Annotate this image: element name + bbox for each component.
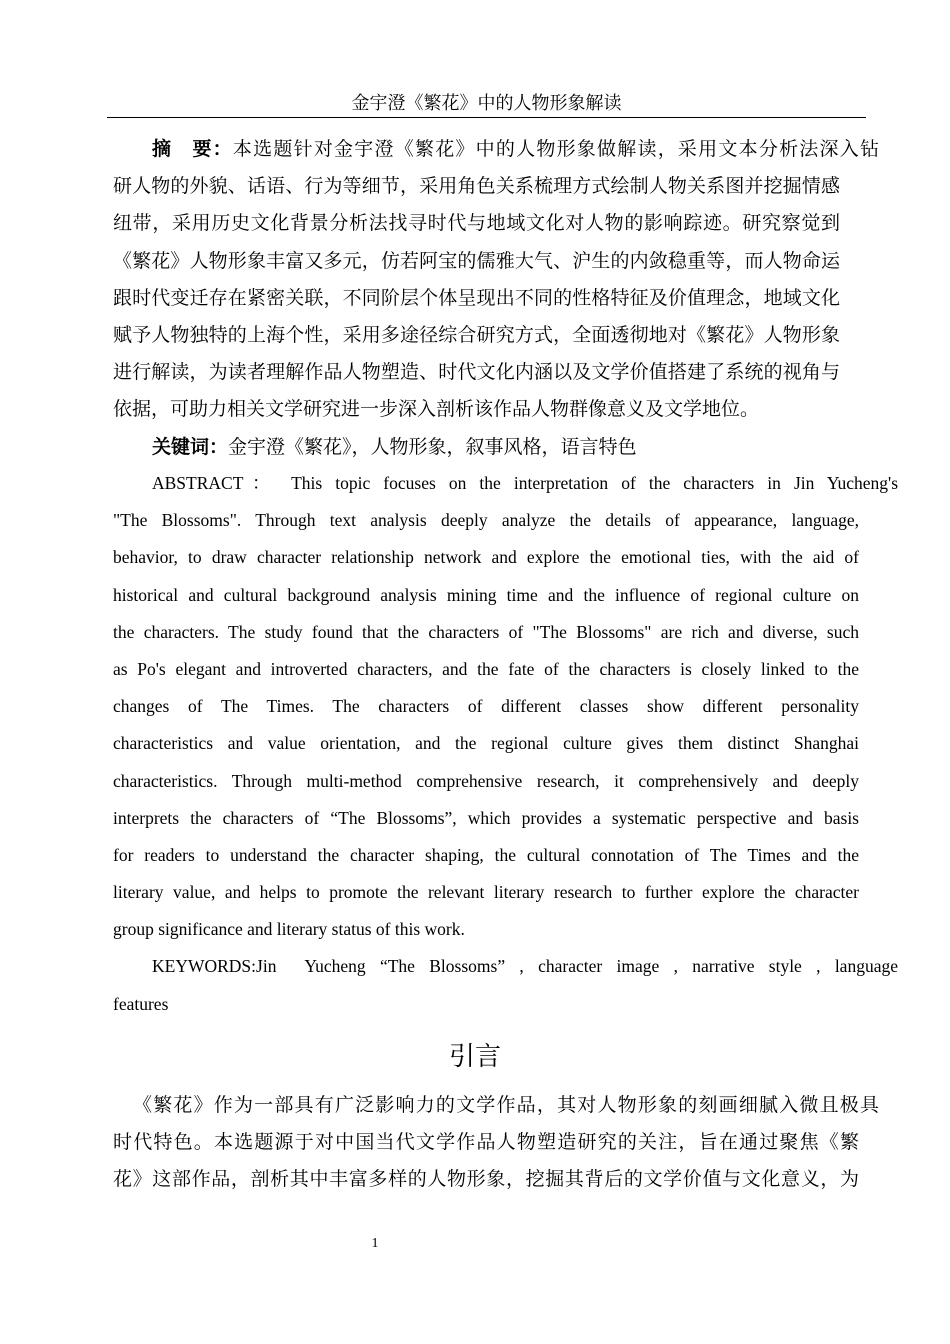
intro-line: 《繁花》作为一部具有广泛影响力的文学作品，其对人物形象的刻画细腻入微且极具 [133,1095,879,1116]
abstract-en-line: "The Blossoms". Through text analysis deeply analyze the details of appearance, language, [113,510,859,531]
abstract-en-line: the characters. The study found that the characters of "The Blossoms" are rich and diverse, such [113,621,859,642]
abstract-en-label: ABSTRACT： [152,473,279,493]
abstract-en-line: characteristics and value orientation, and the regional culture gives them distinct Shanghai [113,733,859,754]
intro-paragraph [113,1087,879,1199]
section-heading-intro: 引言 [448,1042,501,1072]
abstract-cn-line: 《繁花》人物形象丰富又多元，仿若阿宝的儒雅大气、沪生的内敛稳重等，而人物命运 [113,250,840,272]
abstract-en-line: for readers to understand the character shaping, the cultural connotation of The Times and the [113,844,859,865]
keywords-en: KEYWORDS:Jin Yucheng “The Blossoms” , character image , narrative style , language [152,956,898,977]
abstract-cn-label: 摘 要： [152,138,233,160]
abstract-en-line: interprets the characters of “The Blossoms”, which provides a systematic perspective and basis [113,807,859,828]
abstract-en-line: group significance and literary status of this work. [113,919,465,940]
abstract-en-line: historical and cultural background analysis mining time and the influence of regional culture on [113,584,859,605]
abstract-cn-line: 纽带，采用历史文化背景分析法找寻时代与地域文化对人物的影响踪迹。研究察觉到 [113,213,840,235]
abstract-cn-line: 跟时代变迁存在紧密关联，不同阶层个体呈现出不同的性格特征及价值理念，地域文化 [113,287,840,309]
abstract-en-line: changes of The Times. The characters of different classes show different personality [113,696,859,717]
abstract-en-line: as Po's elegant and introverted characters, and the fate of the characters is closely linked to the [113,658,859,679]
keywords-cn-label: 关键词： [152,435,229,458]
page-number: 1 [371,1236,379,1251]
abstract-en-line: characteristics. Through multi-method comprehensive research, it comprehensively and deeply [113,770,859,791]
abstract-en [113,465,898,1023]
abstract-cn-line: 摘 要：本选题针对金宇澄《繁花》中的人物形象做解读，采用文本分析法深入钻 [152,138,879,160]
intro-line: 时代特色。本选题源于对中国当代文学作品人物塑造研究的关注，旨在通过聚焦《繁 [113,1132,859,1154]
intro-line: 花》这部作品，剖析其中丰富多样的人物形象，挖掘其背后的文学价值与文化意义，为 [113,1169,859,1191]
abstract-en-line: literary value, and helps to promote the relevant literary research to further explore the character [113,882,859,903]
abstract-cn-line: 赋予人物独特的上海个性，采用多途径综合研究方式，全面透彻地对《繁花》人物形象 [113,324,840,346]
keywords-cn: 关键词：金宇澄《繁花》，人物形象，叙事风格，语言特色 [152,435,637,458]
abstract-cn [113,131,879,466]
running-header: 金宇澄《繁花》中的人物形象解读 [107,90,866,118]
abstract-en-line: ABSTRACT： This topic focuses on the interpretation of the characters in Jin Yucheng's [152,473,899,493]
abstract-cn-line: 研人物的外貌、话语、行为等细节，采用角色关系梳理方式绘制人物关系图并挖掘情感 [113,176,840,198]
abstract-cn-line: 依据，可助力相关文学研究进一步深入剖析该作品人物群像意义及文学地位。 [113,399,760,421]
abstract-cn-line: 进行解读，为读者理解作品人物塑造、时代文化内涵以及文学价值搭建了系统的视角与 [113,362,840,384]
abstract-en-line: behavior, to draw character relationship network and explore the emotional ties, with the aid of [113,547,859,568]
keywords-en-line: features [113,993,169,1014]
